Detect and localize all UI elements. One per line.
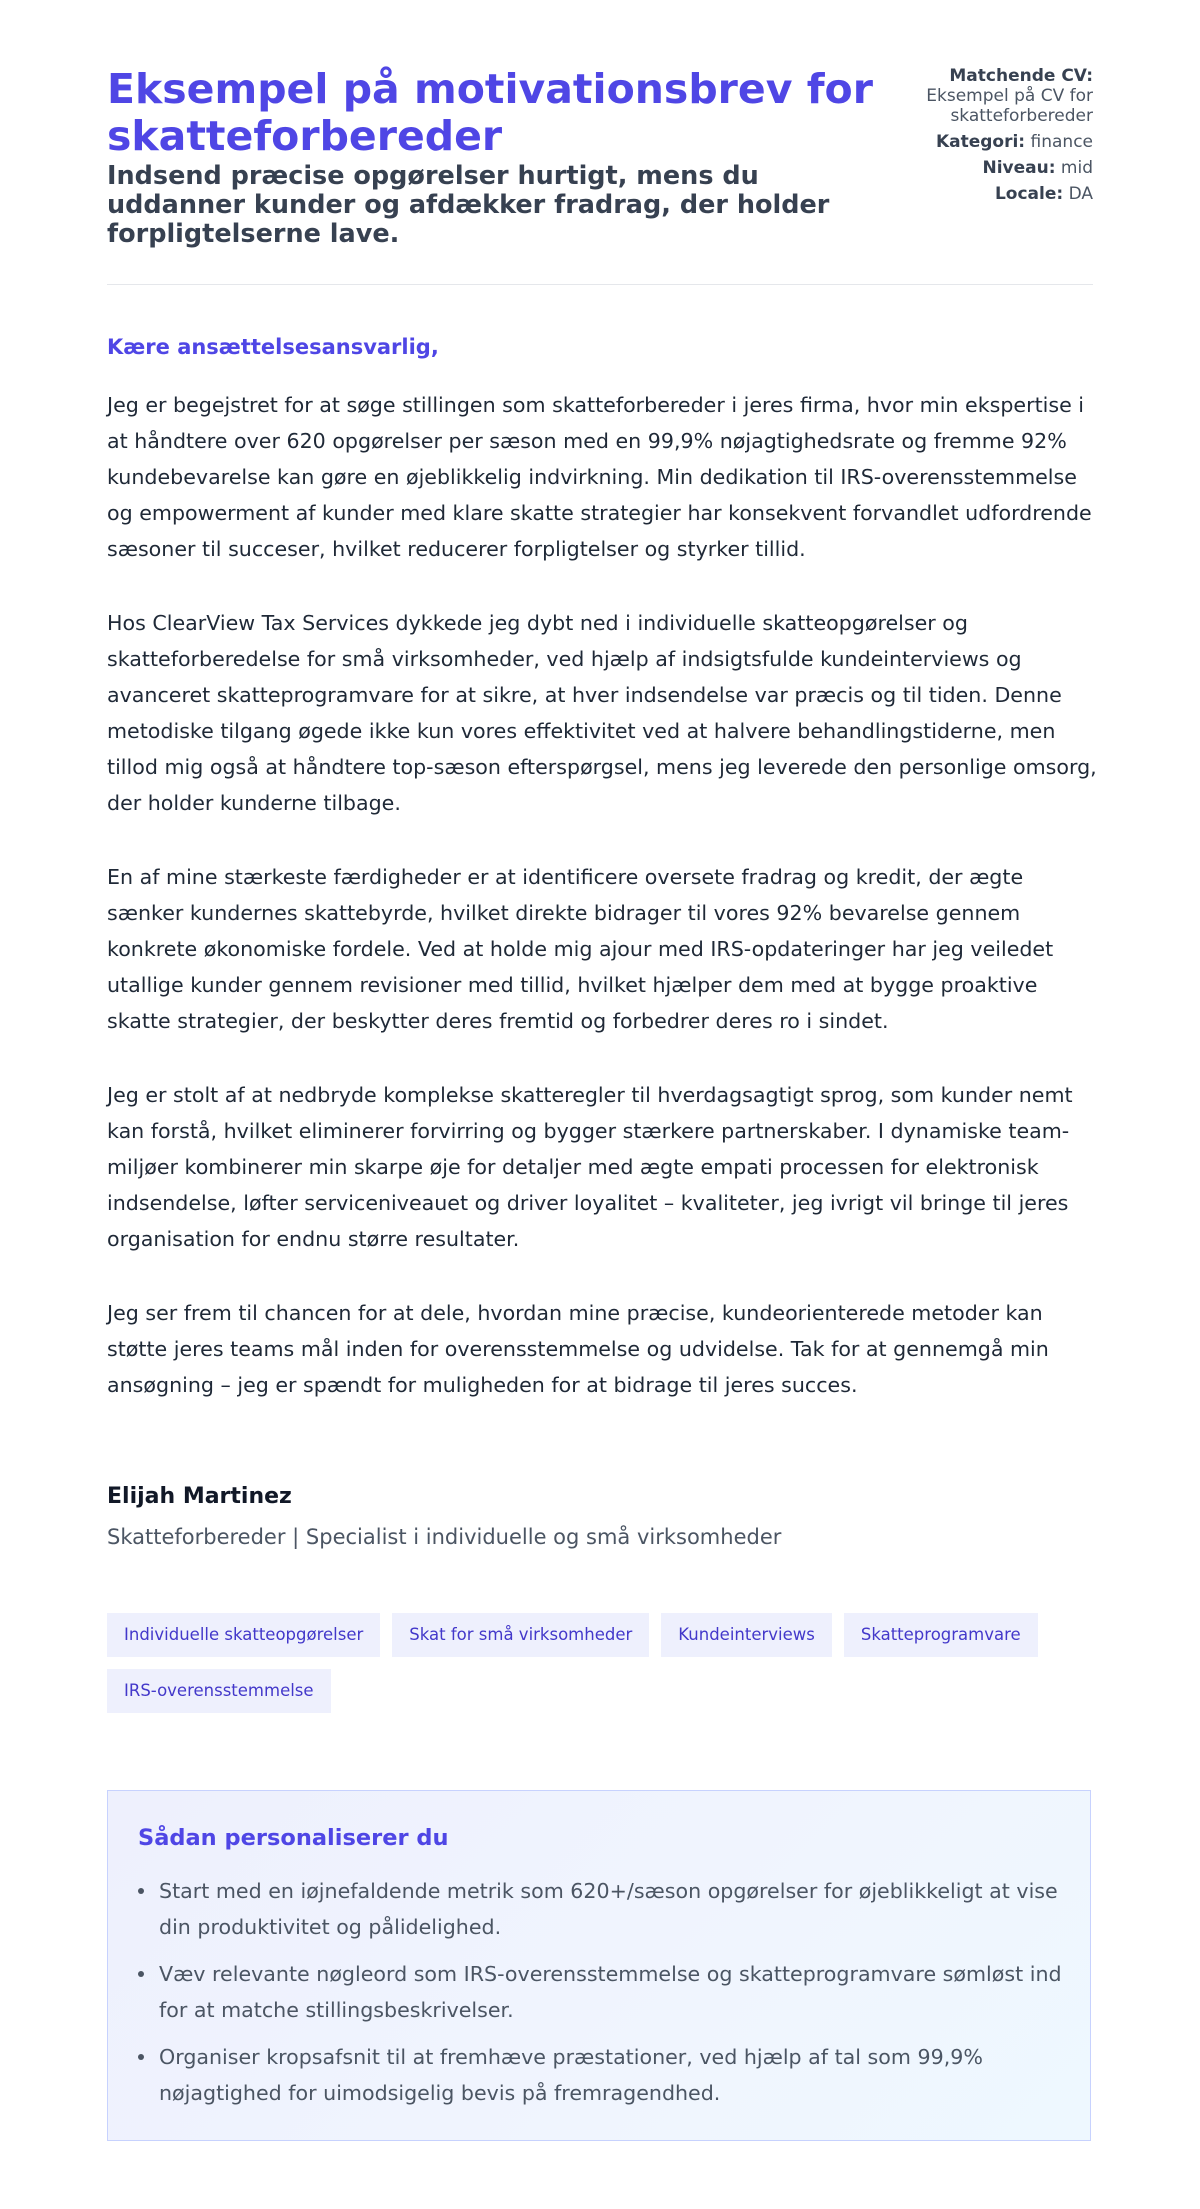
bullet-icon xyxy=(138,1888,144,1894)
skill-tag: Kundeinterviews xyxy=(661,1613,832,1657)
tip-item xyxy=(159,2039,1069,2111)
letter-salutation: Kære ansættelsesansvarlig, xyxy=(107,335,439,359)
tip-text: Væv relevante nøgleord som IRS-overensstemmelse og skatteprogramvare sømløst ind for at matche stillingsbeskrivelser. xyxy=(159,1962,1062,2022)
letter-paragraph: Jeg er stolt af at nedbryde komplekse skatteregler til hverdagsagtigt sprog, som kunder nemt kan forstå, hvilket eliminerer forvirring og bygger stærkere partnerskaber. I dynamiske team-miljøer kombinerer min skarpe øje for detaljer med ægte empati processen for elektronisk indsendelse, løfter serviceniveauet og driver loyalitet – kvaliteter, jeg ivrigt vil bringe til jeres organisation for endnu større resultater. xyxy=(107,1083,1073,1251)
page-header xyxy=(107,66,1093,249)
tip-item xyxy=(159,1956,1069,2028)
meta-matching-cv xyxy=(893,66,1093,126)
meta-locale-value: DA xyxy=(1068,184,1093,204)
meta-category-value: finance xyxy=(1030,132,1093,152)
tip-text: Start med en iøjnefaldende metrik som 620+/sæson opgørelser for øjeblikkeligt at vise din produktivitet og pålidelighed. xyxy=(159,1879,1058,1939)
skill-tag: Individuelle skatteopgørelser xyxy=(107,1613,380,1657)
tip-text: Organiser kropsafsnit til at fremhæve præstationer, ved hjælp af tal som 99,9% nøjagtighed for uimodsigelig bevis på fremragendhed. xyxy=(159,2045,983,2105)
meta-locale xyxy=(893,184,1093,204)
letter-paragraph: Jeg ser frem til chancen for at dele, hvordan mine præcise, kundeorienterede metoder kan støtte jeres teams mål inden for overensstemmelse og udvidelse. Tak for at gennemgå min ansøgning – jeg er spændt for muligheden for at bidrage til jeres succes. xyxy=(107,1301,1049,1397)
letter-body xyxy=(107,387,1097,1441)
meta-level-label: Niveau: xyxy=(982,158,1056,178)
bullet-icon xyxy=(138,2054,144,2060)
meta-category xyxy=(893,132,1093,152)
tip-item xyxy=(159,1873,1069,1945)
skill-tag: Skatteprogramvare xyxy=(844,1613,1038,1657)
bullet-icon xyxy=(138,1971,144,1977)
skill-tag: IRS-overensstemmelse xyxy=(107,1669,331,1713)
signature-role: Skatteforbereder | Specialist i individuelle og små virksomheder xyxy=(107,1525,782,1549)
letter-paragraph: En af mine stærkeste færdigheder er at identificere oversete fradrag og kredit, der ægte sænker kundernes skattebyrde, hvilket direkte bidrager til vores 92% bevarelse gennem konkrete økonomiske fordele. Ved at holde mig ajour med IRS-opdateringer har jeg veiledet utallige kunder gennem revisioner med tillid, hvilket hjælper dem med at bygge proaktive skatte strategier, der beskytter deres fremtid og forbedrer deres ro i sindet. xyxy=(107,865,1054,1033)
meta-category-label: Kategori: xyxy=(935,132,1026,152)
meta-cv-value: Eksempel på CV for skatteforbereder xyxy=(926,86,1093,126)
meta-panel xyxy=(893,66,1093,210)
meta-level-value: mid xyxy=(1060,158,1093,178)
meta-cv-label: Matchende CV: xyxy=(949,66,1093,86)
signature-name: Elijah Martinez xyxy=(107,1484,292,1509)
page-title: Eksempel på motivationsbrev for skatteforbereder xyxy=(107,65,873,160)
letter-paragraph: Hos ClearView Tax Services dykkede jeg dybt ned i individuelle skatteopgørelser og skatteforberedelse for små virksomheder, ved hjælp af indsigtsfulde kundeinterviews og avanceret skatteprogramvare for at sikre, at hver indsendelse var præcis og til tiden. Denne metodiske tilgang øgede ikke kun vores effektivitet ved at halvere behandlingstiderne, men tillod mig også at håndtere top-sæson efterspørgsel, mens jeg leverede den personlige omsorg, der holder kunderne tilbage. xyxy=(107,611,1097,815)
skill-tag: Skat for små virksomheder xyxy=(392,1613,649,1657)
tips-title: Sådan personaliserer du xyxy=(138,1825,449,1851)
letter-paragraph: Jeg er begejstret for at søge stillingen som skatteforbereder i jeres firma, hvor min ekspertise i at håndtere over 620 opgørelser per sæson med en 99,9% nøjagtighedsrate og fremme 92% kundebevarelse kan gøre en øjeblikkelig indvirkning. Min dedikation til IRS-overensstemmelse og empowerment af kunder med klare skatte strategier har konsekvent forvandlet udfordrende sæsoner til succeser, hvilket reducerer forpligtelser og styrker tillid. xyxy=(107,393,1092,561)
page-subtitle: Indsend præcise opgørelser hurtigt, mens du uddanner kunder og afdækker fradrag, der holder forpligtelserne lave. xyxy=(107,161,830,249)
personalization-tips-box xyxy=(107,1790,1091,2141)
header-divider xyxy=(107,284,1093,285)
meta-level xyxy=(893,158,1093,178)
tips-list xyxy=(133,1873,1069,2122)
skill-tags xyxy=(107,1613,1097,1713)
meta-locale-label: Locale: xyxy=(994,184,1064,204)
